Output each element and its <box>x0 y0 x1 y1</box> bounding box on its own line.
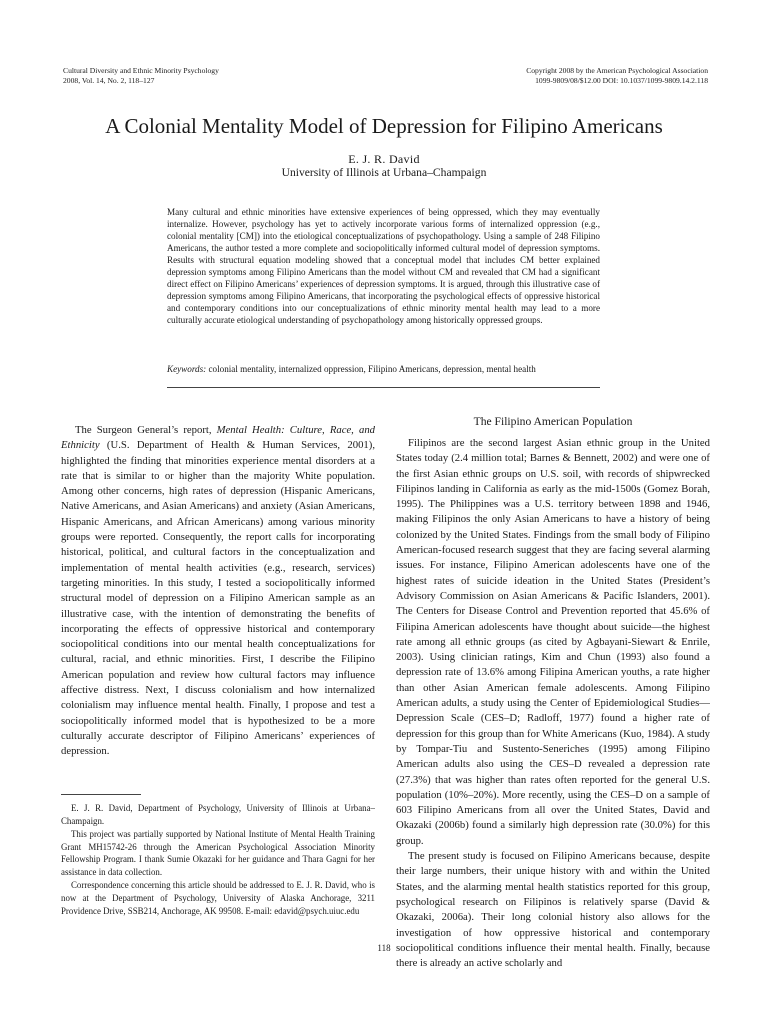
author-affiliation: University of Illinois at Urbana–Champaign <box>281 166 487 179</box>
footnote-affiliation: E. J. R. David, Department of Psychology, University of Illinois at Urbana–Champaign. <box>61 803 375 826</box>
right-column <box>396 436 710 971</box>
footnote-divider <box>61 794 141 795</box>
intro-text-rest: (U.S. Department of Health & Human Services, 2001), highlighted the finding that minorities experience mental disorders at a rate that is similar to or higher than the majority White population. Among other concerns, high rates of depression (Hispanic Americans, Native Americans, and Asian Americans) and anxiety (Asian Americans, Hispanic Americans, and African Americans) among various minority groups were reported. Consequently, the report calls for incorporating historical, political, and cultural factors in the conceptualization and implementation of mental health activities (e.g., research, services) targeting minorities. In this study, I tested a sociopolitically informed structural model of depression on a Filipino American sample as an illustrative case, with the intention of demonstrating the benefits of incorporating the effects of oppressive historical and contemporary sociopolitical conditions into our mental health conceptualizations for cultural, racial, and ethnic minorities. First, I describe the Filipino American population and review how cultural factors may influence affective distress. Next, I discuss colonialism and how internalized colonialism may influence mental health. Finally, I propose and test a sociopolitically informed model that is hypothesized to be a more culturally accurate descriptor of Filipino Americans’ experiences of depression. <box>61 439 375 758</box>
article-title: A Colonial Mentality Model of Depression for Filipino Americans <box>105 114 663 138</box>
abstract-divider <box>167 387 600 388</box>
copyright-notice: Copyright 2008 by the American Psychological Association <box>526 66 708 75</box>
intro-paragraph <box>61 423 375 760</box>
author-footnotes <box>61 802 375 918</box>
journal-volume: 2008, Vol. 14, No. 2, 118–127 <box>63 75 155 85</box>
body-paragraph-2: The present study is focused on Filipino Americans because, despite their large numbers, their unique history with and within the United States, and the alarming mental health statistics reported for this group, psychological research on Filipinos is relatively sparse (David & Okazaki, 2006a). Their long colonial history also allows for the investigation of how oppressive historical and contemporary sociopolitical conditions influence their mental health. Finally, because there is already an active scholarly and <box>396 850 710 970</box>
journal-header <box>63 66 219 85</box>
intro-text-start: The Surgeon General’s report, <box>75 424 217 436</box>
page-number: 118 <box>377 943 391 953</box>
section-heading: The Filipino American Population <box>473 415 633 428</box>
keywords-label: Keywords: <box>167 364 207 374</box>
report-title: Mental Health: Culture, Race, and Ethnicity <box>61 424 376 452</box>
footnote-correspondence: Correspondence concerning this article should be addressed to E. J. R. David, who is now at the Department of Psychology, University of Alaska Anchorage, 3211 Providence Drive, SSB214, Anchorage, AK 99508. E-mail: edavid@psych.uiuc.edu <box>61 880 375 916</box>
keywords <box>167 363 600 375</box>
keywords-text: colonial mentality, internalized oppression, Filipino Americans, depression, mental health <box>206 364 536 374</box>
abstract: Many cultural and ethnic minorities have extensive experiences of being oppressed, which they may eventually internalize. However, psychology has yet to actively incorporate various forms of internalized oppression (e.g., colonial mentality [CM]) into the etiological conceptualizations of psychopathology. Using a sample of 248 Filipino Americans, the author tested a more complete and sociopolitically informed cultural model of depression symptoms. Results with structural equation modeling showed that a conceptual model that includes CM better explained depression symptoms among Filipino Americans than the model without CM and revealed that CM had a significant direct effect on Filipino Americans’ experiences of depression symptoms. It is argued, through this illustrative case of depression symptoms among Filipino Americans, that incorporating the psychological effects of oppressive historical and contemporary conditions into our conceptualizations of ethnic minority mental health may lead to a more culturally accurate etiological understanding of psychopathology among historically oppressed groups. <box>167 207 600 325</box>
copyright-header <box>526 66 708 85</box>
body-paragraph-1: Filipinos are the second largest Asian ethnic group in the United States today (2.4 million total; Barnes & Bennett, 2002) and were one of the first Asian ethnic groups on U.S. soil, with records of shipwrecked Filipinos landing in California as early as the mid-1500s (Gomez Borah, 1995). The Philippines was a U.S. territory between 1898 and 1946, making Filipinos the only Asian Americans to have a history of being colonized by the United States. Findings from the small body of Filipino American-focused research suggest that they are facing several alarming issues. For instance, Filipino American adolescents have one of the highest rates of suicide ideation in the United States (President’s Advisory Commission on Asian Americans & Pacific Islanders, 2001). The Centers for Disease Control and Prevention reported that 45.6% of Filipina American adolescents have thought about suicide—the highest rate among all ethnic groups (as cited by Agbayani-Siewart & Enrile, 2003). Using clinician ratings, Kim and Chun (1993) also found a depression rate of 13.6% among Filipina American youths, a rate higher than other Asian American female adolescents. Among Filipino American adults, a study using the Center of Epidemiological Studies—Depression Scale (CES–D; Radloff, 1977) found a higher rate of depression for this group than for White Americans (Kuo, 1984). A study by Tompar-Tiu and Sustento-Seneriches (1995) among Filipino American adults also using the CES–D revealed a depression rate (27.3%) that was higher than rates often reported for the general U.S. population (10%–20%). More recently, using the CES–D on a sample of 603 Filipino Americans from all over the United States, David and Okazaki (2006b) found a similarly high depression rate (30.0%) for this group. <box>396 437 710 847</box>
doi-line: 1099-9809/08/$12.00 DOI: 10.1037/1099-9809.14.2.118 <box>535 75 708 85</box>
footnote-funding: This project was partially supported by National Institute of Mental Health Training Grant MH15742-26 through the American Psychological Association Minority Fellowship Program. I thank Sumie Okazaki for her guidance and Thara Gagni for her assistance in data collection. <box>61 828 375 878</box>
journal-name: Cultural Diversity and Ethnic Minority Psychology <box>63 66 219 75</box>
author-name: E. J. R. David <box>348 152 420 166</box>
